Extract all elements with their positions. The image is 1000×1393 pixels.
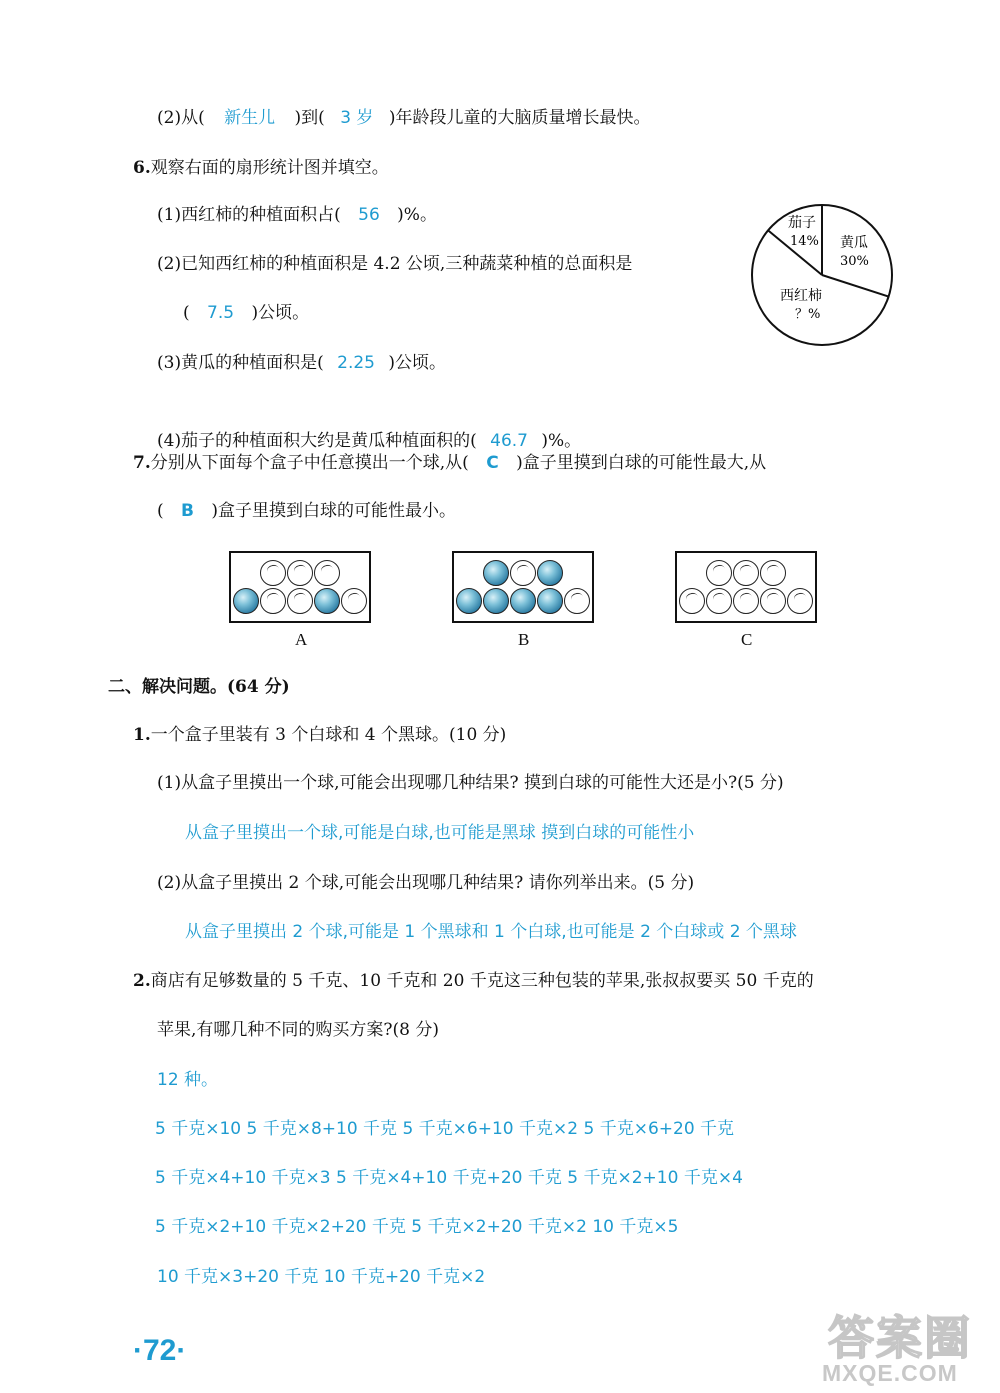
q7-line1: 7.分别从下面每个盒子中任意摸出一个球,从( C )盒子里摸到白球的可能性最大,从 — [133, 453, 767, 473]
black-ball — [483, 560, 509, 586]
section2-title: 二、解决问题。(64 分) — [108, 677, 290, 697]
q6-answer-1: 56 — [358, 205, 380, 225]
ball-box-a-label: A — [295, 630, 308, 649]
ball-box-c-label: C — [741, 630, 753, 649]
pie-value-cucumber: 30% — [840, 254, 869, 269]
ball-box-a — [229, 551, 371, 623]
white-ball — [733, 560, 759, 586]
pie-label-tomato: 西红柿 — [780, 288, 822, 304]
pie-label-eggplant: 茄子 — [788, 215, 816, 231]
s2-q2-line2: 苹果,有哪几种不同的购买方案?(8 分) — [157, 1020, 440, 1040]
q5-part2: (2)从( 新生儿 )到( 3 岁 )年龄段儿童的大脑质量增长最快。 — [157, 108, 651, 128]
pie-value-eggplant: 14% — [790, 234, 819, 249]
black-ball — [510, 588, 536, 614]
s2-q2-answer-line: 12 种。 — [157, 1070, 219, 1090]
white-ball — [787, 588, 813, 614]
white-ball — [706, 560, 732, 586]
s2-q1-part1: (1)从盒子里摸出一个球,可能会出现哪几种结果? 摸到白球的可能性大还是小?(5 分) — [157, 773, 784, 793]
q6-part2: (2)已知西红柿的种植面积是 4.2 公顷,三种蔬菜种植的总面积是 — [157, 254, 633, 274]
s2-q1-text: 1.一个盒子里装有 3 个白球和 4 个黑球。(10 分) — [133, 725, 507, 745]
watermark-url: MXQE.COM — [822, 1360, 958, 1386]
s2-q2-line1: 2.商店有足够数量的 5 千克、10 千克和 20 千克这三种包装的苹果,张叔叔要买 50 千克的 — [133, 971, 814, 991]
q7-answer-2: B — [181, 501, 195, 521]
pie-chart — [750, 195, 900, 355]
white-ball — [341, 588, 367, 614]
white-ball — [760, 560, 786, 586]
white-ball — [287, 560, 313, 586]
q6-part2-answer-line: ( 7.5 )公顷。 — [183, 303, 310, 323]
pie-value-tomato: ？% — [795, 307, 821, 322]
ball-box-c — [675, 551, 817, 623]
white-ball — [287, 588, 313, 614]
s2-q1-part2: (2)从盒子里摸出 2 个球,可能会出现哪几种结果? 请你列举出来。(5 分) — [157, 873, 695, 893]
ball-box-b-label: B — [518, 630, 530, 649]
ball-box-b — [452, 551, 594, 623]
q6-answer-2: 7.5 — [207, 303, 235, 323]
q6-title: 6.观察右面的扇形统计图并填空。 — [133, 158, 389, 178]
q5-answer-1: 新生儿 — [224, 108, 276, 128]
watermark-logo: 答案圈 — [828, 1311, 972, 1365]
white-ball — [679, 588, 705, 614]
white-ball — [760, 588, 786, 614]
q7-line2: ( B )盒子里摸到白球的可能性最小。 — [157, 501, 457, 521]
pie-label-cucumber: 黄瓜 — [840, 235, 868, 251]
white-ball — [510, 560, 536, 586]
black-ball — [537, 560, 563, 586]
q6-part1: (1)西红柿的种植面积占( 56 )%。 — [157, 205, 437, 225]
q7-answer-1: C — [486, 453, 499, 473]
white-ball — [733, 588, 759, 614]
s2-q2-answer-line: 10 千克×3+20 千克 10 千克+20 千克×2 — [157, 1267, 486, 1287]
black-ball — [537, 588, 563, 614]
page-number: ·72· — [133, 1334, 187, 1367]
white-ball — [314, 560, 340, 586]
white-ball — [706, 588, 732, 614]
q6-part4: (4)茄子的种植面积大约是黄瓜种植面积的( 46.7 )%。 — [157, 431, 582, 451]
black-ball — [233, 588, 259, 614]
white-ball — [260, 588, 286, 614]
s2-q2-answer-line: 5 千克×2+10 千克×2+20 千克 5 千克×2+20 千克×2 10 千克×5 — [155, 1217, 679, 1237]
q6-answer-4: 46.7 — [490, 431, 528, 451]
s2-q1-answer2: 从盒子里摸出 2 个球,可能是 1 个黑球和 1 个白球,也可能是 2 个白球或 2 个黑球 — [185, 922, 797, 942]
q6-part3: (3)黄瓜的种植面积是( 2.25 )公顷。 — [157, 353, 447, 373]
s2-q2-answer-line: 5 千克×10 5 千克×8+10 千克 5 千克×6+10 千克×2 5 千克×6+20 千克 — [155, 1119, 735, 1139]
s2-q2-answer-line: 5 千克×4+10 千克×3 5 千克×4+10 千克+20 千克 5 千克×2+10 千克×4 — [155, 1168, 743, 1188]
black-ball — [456, 588, 482, 614]
white-ball — [260, 560, 286, 586]
white-ball — [564, 588, 590, 614]
s2-q1-answer1: 从盒子里摸出一个球,可能是白球,也可能是黑球 摸到白球的可能性小 — [185, 823, 695, 843]
q5-answer-2: 3 岁 — [340, 108, 374, 128]
black-ball — [314, 588, 340, 614]
q6-answer-3: 2.25 — [337, 353, 375, 373]
black-ball — [483, 588, 509, 614]
